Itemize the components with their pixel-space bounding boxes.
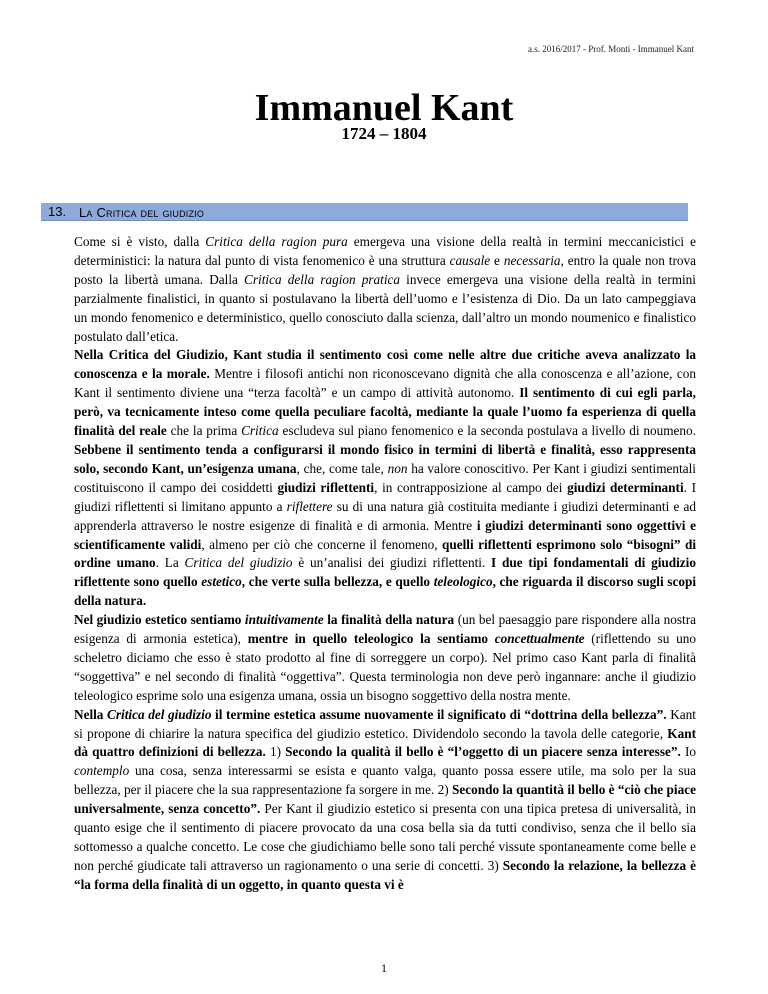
text-run: Kant dà quattro definizioni di bellezza. — [74, 725, 696, 760]
text-run: giudizi riflettenti — [277, 479, 375, 495]
text-run: contemplo — [74, 763, 130, 779]
section-title: La Critica del giudizio — [79, 205, 205, 220]
text-run: . La — [155, 555, 185, 571]
text-run: , in contrapposizione al campo dei — [374, 479, 568, 495]
text-run: Critica della ragion pura — [205, 234, 348, 249]
text-run: e — [490, 252, 504, 268]
text-run: causale — [449, 252, 491, 268]
text-run: su di una natura già costituita mediante i giudizi determinanti e ad apprenderla attraverso le nostre esigenze di finalità e di armonia. Mentre — [74, 498, 697, 533]
text-run: giudizi determinanti — [567, 479, 684, 495]
text-run: mentre in quello teleologico la sentiamo — [247, 631, 495, 647]
text-run: , almeno per ciò che concerne il fenomeno, — [201, 536, 442, 552]
text-run: intuitivamente — [244, 612, 324, 628]
paragraph — [74, 346, 696, 611]
text-run: Nel giudizio estetico sentiamo — [74, 612, 245, 628]
document-title: Immanuel Kant — [254, 87, 514, 129]
text-run: non — [387, 460, 408, 476]
text-run: 1) — [265, 744, 286, 760]
text-run: è un’analisi dei giudizi riflettenti. — [292, 555, 492, 571]
text-run: Kant si propone di chiarire la natura specifica del giudizio estetico. Dividendolo secondo la tavola delle categorie, — [74, 706, 696, 741]
text-run: , che, come tale, — [296, 460, 388, 476]
text-run: Come si è visto, dalla — [74, 234, 206, 249]
text-run: ha valore conoscitivo. Per Kant i giudizi sentimentali costituiscono il campo dei cosiddetti — [74, 460, 696, 495]
text-run: I due tipi fondamentali di giudizio riflettente sono quello — [74, 555, 696, 590]
text-run: la finalità della natura — [323, 612, 455, 628]
text-run: Nella Critica del Giudizio, Kant studia il sentimento così come nelle altre due critiche aveva analizzato la conoscenza e la morale. — [74, 347, 696, 382]
text-run: Secondo la qualità il bello è “l’oggetto di un piacere senza interesse”. — [285, 744, 681, 760]
text-run: Mentre i filosofi antichi non riconoscevano dignità che alla conoscenza e all’azione, con Kant il sentimento diviene una “terza facoltà” e un campo di attività autonomo. — [74, 366, 696, 401]
text-run: Critica — [241, 423, 279, 439]
text-run: , che verte sulla bellezza, e quello — [241, 574, 434, 590]
text-run: escludeva sul piano fenomenico e la seconda postulava a livello di noumeno. — [278, 423, 696, 439]
text-run: (riflettendo su uno scheletro diciamo che esso è stato prodotto al fine di sorreggere un corpo). Nel primo caso Kant parla di finalità “soggettiva” e nel secondo di finalità “oggettiva”. Questa terminologia non deve però ingannare: anche il giudizio teleologico esprime solo una esigenza umana, ossia un bisogno soggettivo della nostra mente. — [74, 631, 696, 703]
text-run: Secondo la relazione, la bellezza è “la forma della finalità di un oggetto, in quanto questa vi è — [74, 857, 696, 892]
text-run: (un bel paesaggio pare rispondere alla nostra esigenza di armonia estetica), — [74, 612, 696, 647]
text-run: Critica del giudizio — [107, 706, 212, 722]
text-run: Io — [680, 744, 696, 760]
text-run: , entro la quale non trova posto la libertà umana. Dalla — [74, 252, 696, 287]
text-run: invece emergeva una visione della realtà in termini parzialmente finalistici, in quanto si postulavano la libertà dell’uomo e l’esistenza di Dio. Da un lato campeggiava un mondo fenomenico e deterministico, quello conosciuto dalla scienza, dall’altro un mondo noumenico e finalistico postulato dall’etica. — [74, 271, 696, 344]
section-number: 13. — [48, 204, 67, 219]
paragraph — [74, 233, 696, 346]
text-run: , che riguarda il discorso sugli scopi della natura. — [74, 574, 697, 609]
life-dates: 1724 – 1804 — [341, 124, 427, 143]
text-run: Critica della ragion pratica — [244, 271, 401, 287]
text-run: i giudizi determinanti sono oggettivi e scientificamente validi — [74, 517, 697, 552]
text-run: teleologico — [433, 574, 493, 590]
text-run: Secondo la quantità il bello è “ciò che piace universalmente, senza concetto”. — [74, 782, 696, 817]
text-run: necessaria — [503, 252, 561, 268]
text-run: Critica del giudizio — [184, 555, 293, 571]
text-run: che la prima — [166, 423, 242, 439]
body-text — [74, 233, 696, 895]
page-number: 1 — [381, 961, 387, 975]
text-run: estetico — [201, 574, 242, 590]
text-run: il termine estetica assume nuovamente il significato di “dottrina della bellezza”. — [211, 706, 667, 722]
text-run: quelli riflettenti esprimono solo “bisogni” di ordine umano — [74, 536, 697, 571]
text-run: Nella — [74, 706, 108, 722]
text-run: concettualmente — [494, 631, 585, 647]
text-run: . I giudizi riflettenti si limitano appunto a — [74, 479, 697, 514]
section-heading — [41, 203, 688, 221]
text-run: Sebbene il sentimento tenda a configurarsi il mondo fisico in termini di libertà e finalità, esso rappresenta solo, secondo Kant, un’esigenza umana — [74, 441, 696, 476]
text-run: una cosa, senza interessarmi se esista e quanto valga, quanto possa essere utile, ma solo per la sua bellezza, per il piacere che la sua rappresentazione fa sorgere in me. 2) — [74, 763, 696, 798]
text-run: riflettere — [286, 498, 333, 514]
text-run: Il sentimento di cui egli parla, però, va tecnicamente inteso come quella peculiare facoltà, mediante la quale l’uomo fa esperienza di quella finalità del reale — [74, 385, 696, 439]
text-run: Per Kant il giudizio estetico si presenta con una tipica pretesa di universalità, in quanto esige che il sentimento di piacere provocato da una cosa bella sia da tutti condiviso, senza che il bello sia sottomesso a qualche concetto. Le cose che giudichiamo belle sono tali perché vissute spontaneamente come belle e non perché giudicate tali attraverso un ragionamento o una serie di concetti. 3) — [74, 801, 696, 873]
text-run: emergeva una visione della realtà in termini meccanicistici e deterministici: la natura dal punto di vista fenomenico è una struttura — [74, 234, 696, 268]
paragraph — [74, 706, 696, 895]
paragraph — [74, 611, 696, 706]
running-header: a.s. 2016/2017 - Prof. Monti - Immanuel Kant — [528, 44, 694, 54]
